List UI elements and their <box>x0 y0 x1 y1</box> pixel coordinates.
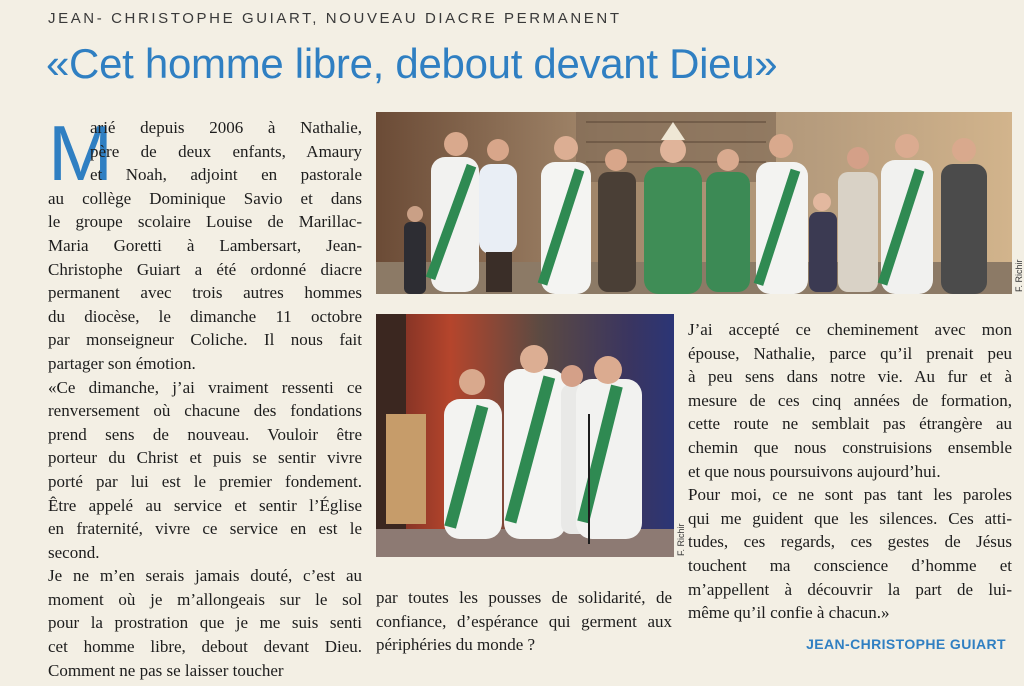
text-line: second. <box>48 542 100 562</box>
text-line: cet homme libre, debout devant Dieu. <box>48 637 362 657</box>
text-line: confiance, d’espérance qui germent aux <box>376 611 672 631</box>
text-line: partager son émotion. <box>48 353 196 373</box>
text-line: prend sens de nouveau. Vouloir être <box>48 424 362 444</box>
text-line: Maria Goretti à Lambersart, Jean- <box>48 235 362 255</box>
text-line: même qu’il confie à chacun.» <box>688 603 890 623</box>
deacons-photo <box>376 314 674 557</box>
column-1-text <box>48 109 362 682</box>
text-line: permanent avec trois autres hommes <box>48 283 362 303</box>
drop-cap: M <box>48 109 113 197</box>
text-line: qui me guident que les silences. Ces atti- <box>688 508 1012 528</box>
column-3-text <box>688 318 1012 625</box>
text-line: en fraternité, vivre ce service en est le <box>48 519 362 539</box>
text-line: cette route ne semblait pas étrangère au <box>688 414 1012 434</box>
text-line: et que nous poursuivons aujourd’hui. <box>688 461 941 481</box>
text-line: du diocèse, le dimanche 11 octobre <box>48 306 362 326</box>
text-line: pour la prostration que je me suis senti <box>48 613 362 633</box>
text-line: par monseigneur Coliche. Il nous fait <box>48 330 362 350</box>
text-line: touchent ma conscience d’homme et <box>688 555 1012 575</box>
text-line: m’appellent à découvrir la part de lui- <box>688 579 1012 599</box>
article-kicker: JEAN- CHRISTOPHE GUIART, NOUVEAU DIACRE PERMANENT <box>48 10 622 27</box>
text-line: renversement où chacune des fondations <box>48 401 362 421</box>
text-line: et Noah, adjoint en pastorale <box>90 165 362 185</box>
author-signature: JEAN-CHRISTOPHE GUIART <box>806 636 1006 652</box>
column-2 <box>376 586 672 657</box>
text-line: au collège Dominique Savio et dans <box>48 188 362 208</box>
article-title: «Cet homme libre, debout devant Dieu» <box>46 40 778 87</box>
photo-credit-bottom: F. Richir <box>676 523 686 556</box>
text-line: mesure de ces cinq années de formation, <box>688 390 1012 410</box>
text-line: Comment ne pas se laisser toucher <box>48 660 284 680</box>
group-photo-image <box>376 112 1012 294</box>
deacons-photo-image <box>376 314 674 557</box>
text-line: Christophe Guiart a été ordonné diacre <box>48 259 362 279</box>
text-line: Pour moi, ce ne sont pas tant les paroles <box>688 485 1012 505</box>
text-line: Je ne m’en serais jamais douté, c’est au <box>48 566 362 586</box>
text-line: moment où je m’allongeais sur le sol <box>48 589 362 609</box>
text-line: arié depuis 2006 à Nathalie, <box>90 118 362 137</box>
text-line: à peu sens dans notre vie. Au fur et à <box>688 367 1012 387</box>
text-line: porté par lui est le premier fondement. <box>48 471 362 491</box>
text-line: chemin que nous construisions ensemble <box>688 437 1012 457</box>
photo-credit-top: F. Richir <box>1014 259 1024 292</box>
text-line: père de deux enfants, Amaury <box>90 141 362 161</box>
text-line: le groupe scolaire Louise de Marillac- <box>48 212 362 232</box>
column-1 <box>48 109 362 682</box>
text-line: par toutes les pousses de solidarité, de <box>376 588 672 607</box>
text-line: porteur du Christ et puis se sentir vivre <box>48 448 362 468</box>
text-line: Être appelé au service et sentir l’Église <box>48 495 362 515</box>
text-line: épouse, Nathalie, parce qu’il prenait peu <box>688 343 1012 363</box>
column-3 <box>688 318 1012 625</box>
text-line: «Ce dimanche, j’ai vraiment ressenti ce <box>48 377 362 397</box>
column-2-text <box>376 586 672 657</box>
ordination-group-photo <box>376 112 1012 294</box>
text-line: J’ai accepté ce cheminement avec mon <box>688 320 1012 339</box>
text-line: tudes, ces regards, ces gestes de Jésus <box>688 532 1012 552</box>
text-line: périphéries du monde ? <box>376 635 536 655</box>
